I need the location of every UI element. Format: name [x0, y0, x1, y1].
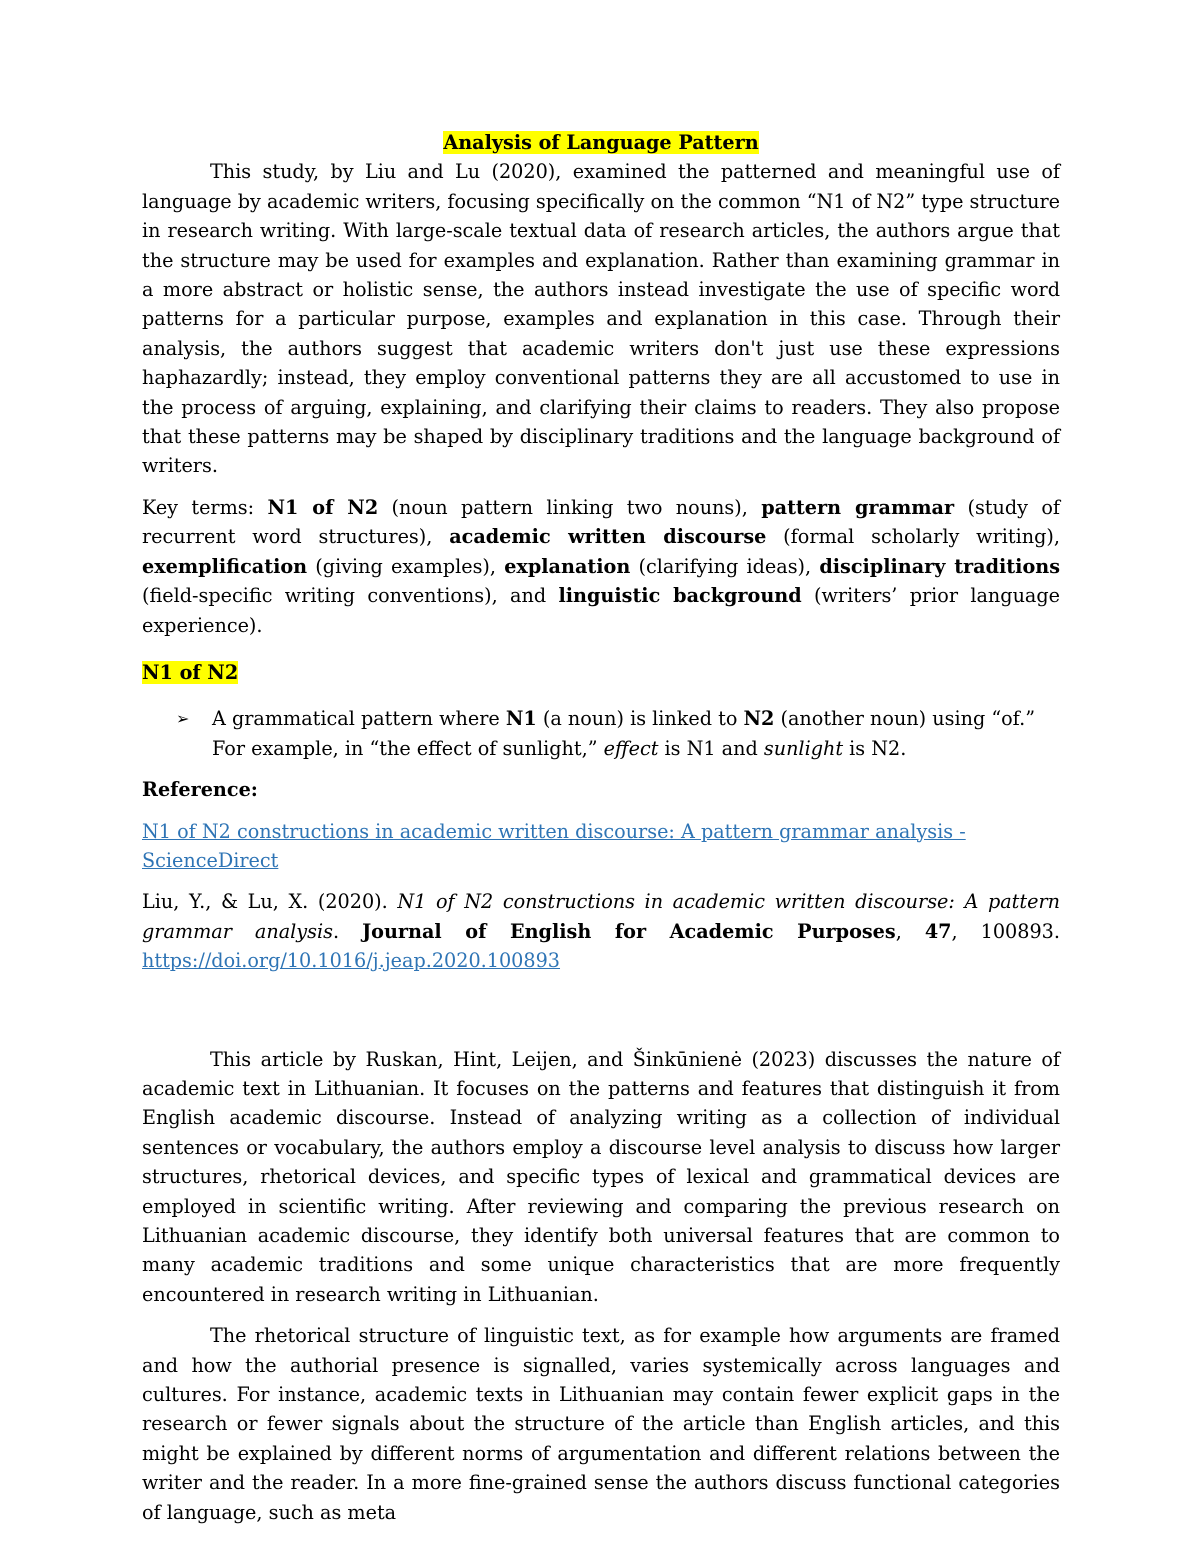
key-term-exemplification: exemplification	[142, 554, 308, 578]
bullet-italic-sunlight: sunlight	[763, 736, 844, 760]
key-term-definition: (noun pattern linking two nouns),	[378, 495, 762, 519]
summary-paragraph-2: This article by Ruskan, Hint, Leijen, and Šinkūnienė (2023) discusses the nature of academic text in Lithuanian. It focuses on the patterns and features that distinguish it from English academic discourse. Instead of analyzing writing as a collection of individual sentences or vocabulary, the authors employ a discourse level analysis to discuss how larger structures, rhetorical devices, and specific types of lexical and grammatical devices are employed in scientific writing. After reviewing and comparing the previous research on Lithuanian academic discourse, they identify both universal features that are common to many academic traditions and some unique characteristics that are more frequently encountered in research writing in Lithuanian.	[142, 1047, 1060, 1306]
reference-heading-line	[142, 775, 1060, 804]
bullet-segment: A grammatical pattern where	[212, 707, 506, 731]
summary-paragraph-1: This study, by Liu and Lu (2020), examined the patterned and meaningful use of language by academic writers, focusing specifically on the common “N1 of N2” type structure in research writing. With large-scale textual data of research articles, the authors argue that the structure may be used for examples and explanation. Rather than examining grammar in a more abstract or holistic sense, the authors instead investigate the use of specific word patterns for a particular purpose, examples and explanation in this case. Through their analysis, the authors suggest that academic writers don't just use these expressions haphazardly; instead, they employ conventional patterns they are all accustomed to use in the process of arguing, explaining, and clarifying their claims to readers. They also propose that these patterns may be shaped by disciplinary traditions and the language background of writers.	[142, 160, 1060, 478]
citation-separator: .	[332, 919, 363, 943]
key-term-n1-of-n2: N1 of N2	[267, 495, 379, 519]
bullet-segment: (another noun) using “of.” For example, in “the effect of sunlight,”	[212, 707, 1036, 760]
key-term-definition: (writers’ prior language experience).	[142, 584, 1061, 637]
bullet-bold-n2: N2	[743, 707, 775, 731]
key-term-definition: (field-specific writing conventions), and	[142, 584, 559, 608]
bullet-segment: is N2.	[843, 736, 907, 760]
summary-paragraph-3: The rhetorical structure of linguistic text, as for example how arguments are framed and how the authorial presence is signalled, varies systemically across languages and cultures. For instance, academic texts in Lithuanian may contain fewer explicit gaps in the research or fewer signals about the structure of the article than English articles, and this might be explained by different norms of argumentation and different relations between the writer and the reader. In a more fine-grained sense the authors discuss functional categories of language, such as meta	[142, 1324, 1060, 1524]
citation-journal: Journal of English for Academic Purposes	[362, 919, 896, 943]
citation-authors: Liu, Y., & Lu, X. (2020).	[142, 890, 398, 914]
key-term-linguistic-background: linguistic background	[558, 584, 802, 608]
key-term-explanation: explanation	[504, 554, 631, 578]
section-heading-line	[142, 658, 1060, 687]
section-heading: N1 of N2	[142, 660, 239, 684]
citation-title: N1 of N2 constructions in academic written discourse: A pattern grammar analysis	[142, 890, 1060, 943]
reference-heading: Reference:	[142, 778, 258, 802]
key-term-definition: (giving examples),	[307, 554, 505, 578]
key-term-pattern-grammar: pattern grammar	[761, 495, 955, 519]
key-term-definition: (clarifying ideas),	[630, 554, 820, 578]
bullet-bold-n1: N1	[505, 707, 537, 731]
citation-volume: 47	[924, 919, 952, 943]
document-title-line	[142, 128, 1060, 157]
key-terms-paragraph	[142, 493, 1060, 640]
key-terms-intro: Key terms:	[142, 495, 268, 519]
key-term-disciplinary-traditions: disciplinary traditions	[819, 554, 1060, 578]
reference-link[interactable]: N1 of N2 constructions in academic written discourse: A pattern grammar analysis - ScienceDirect	[142, 819, 966, 872]
bullet-italic-effect: effect	[603, 736, 659, 760]
citation-article-number: , 100893.	[951, 919, 1060, 943]
document-page	[142, 128, 1060, 1527]
bullet-item	[142, 704, 1060, 763]
citation-doi-link[interactable]: https://doi.org/10.1016/j.jeap.2020.100893	[142, 949, 561, 973]
bullet-text	[212, 704, 1060, 763]
key-term-academic-written-discourse: academic written discourse	[449, 525, 767, 549]
citation-paragraph	[142, 887, 1060, 975]
bullet-segment: is N1 and	[658, 736, 764, 760]
bullet-segment: (a noun) is linked to	[536, 707, 744, 731]
document-title: Analysis of Language Pattern	[443, 131, 759, 154]
citation-separator: ,	[895, 919, 925, 943]
reference-link-line	[142, 817, 1060, 876]
key-term-definition: (formal scholarly writing),	[766, 525, 1060, 549]
arrow-bullet-icon: ➢	[176, 709, 190, 729]
key-term-definition: (study of recurrent word structures),	[142, 495, 1060, 549]
